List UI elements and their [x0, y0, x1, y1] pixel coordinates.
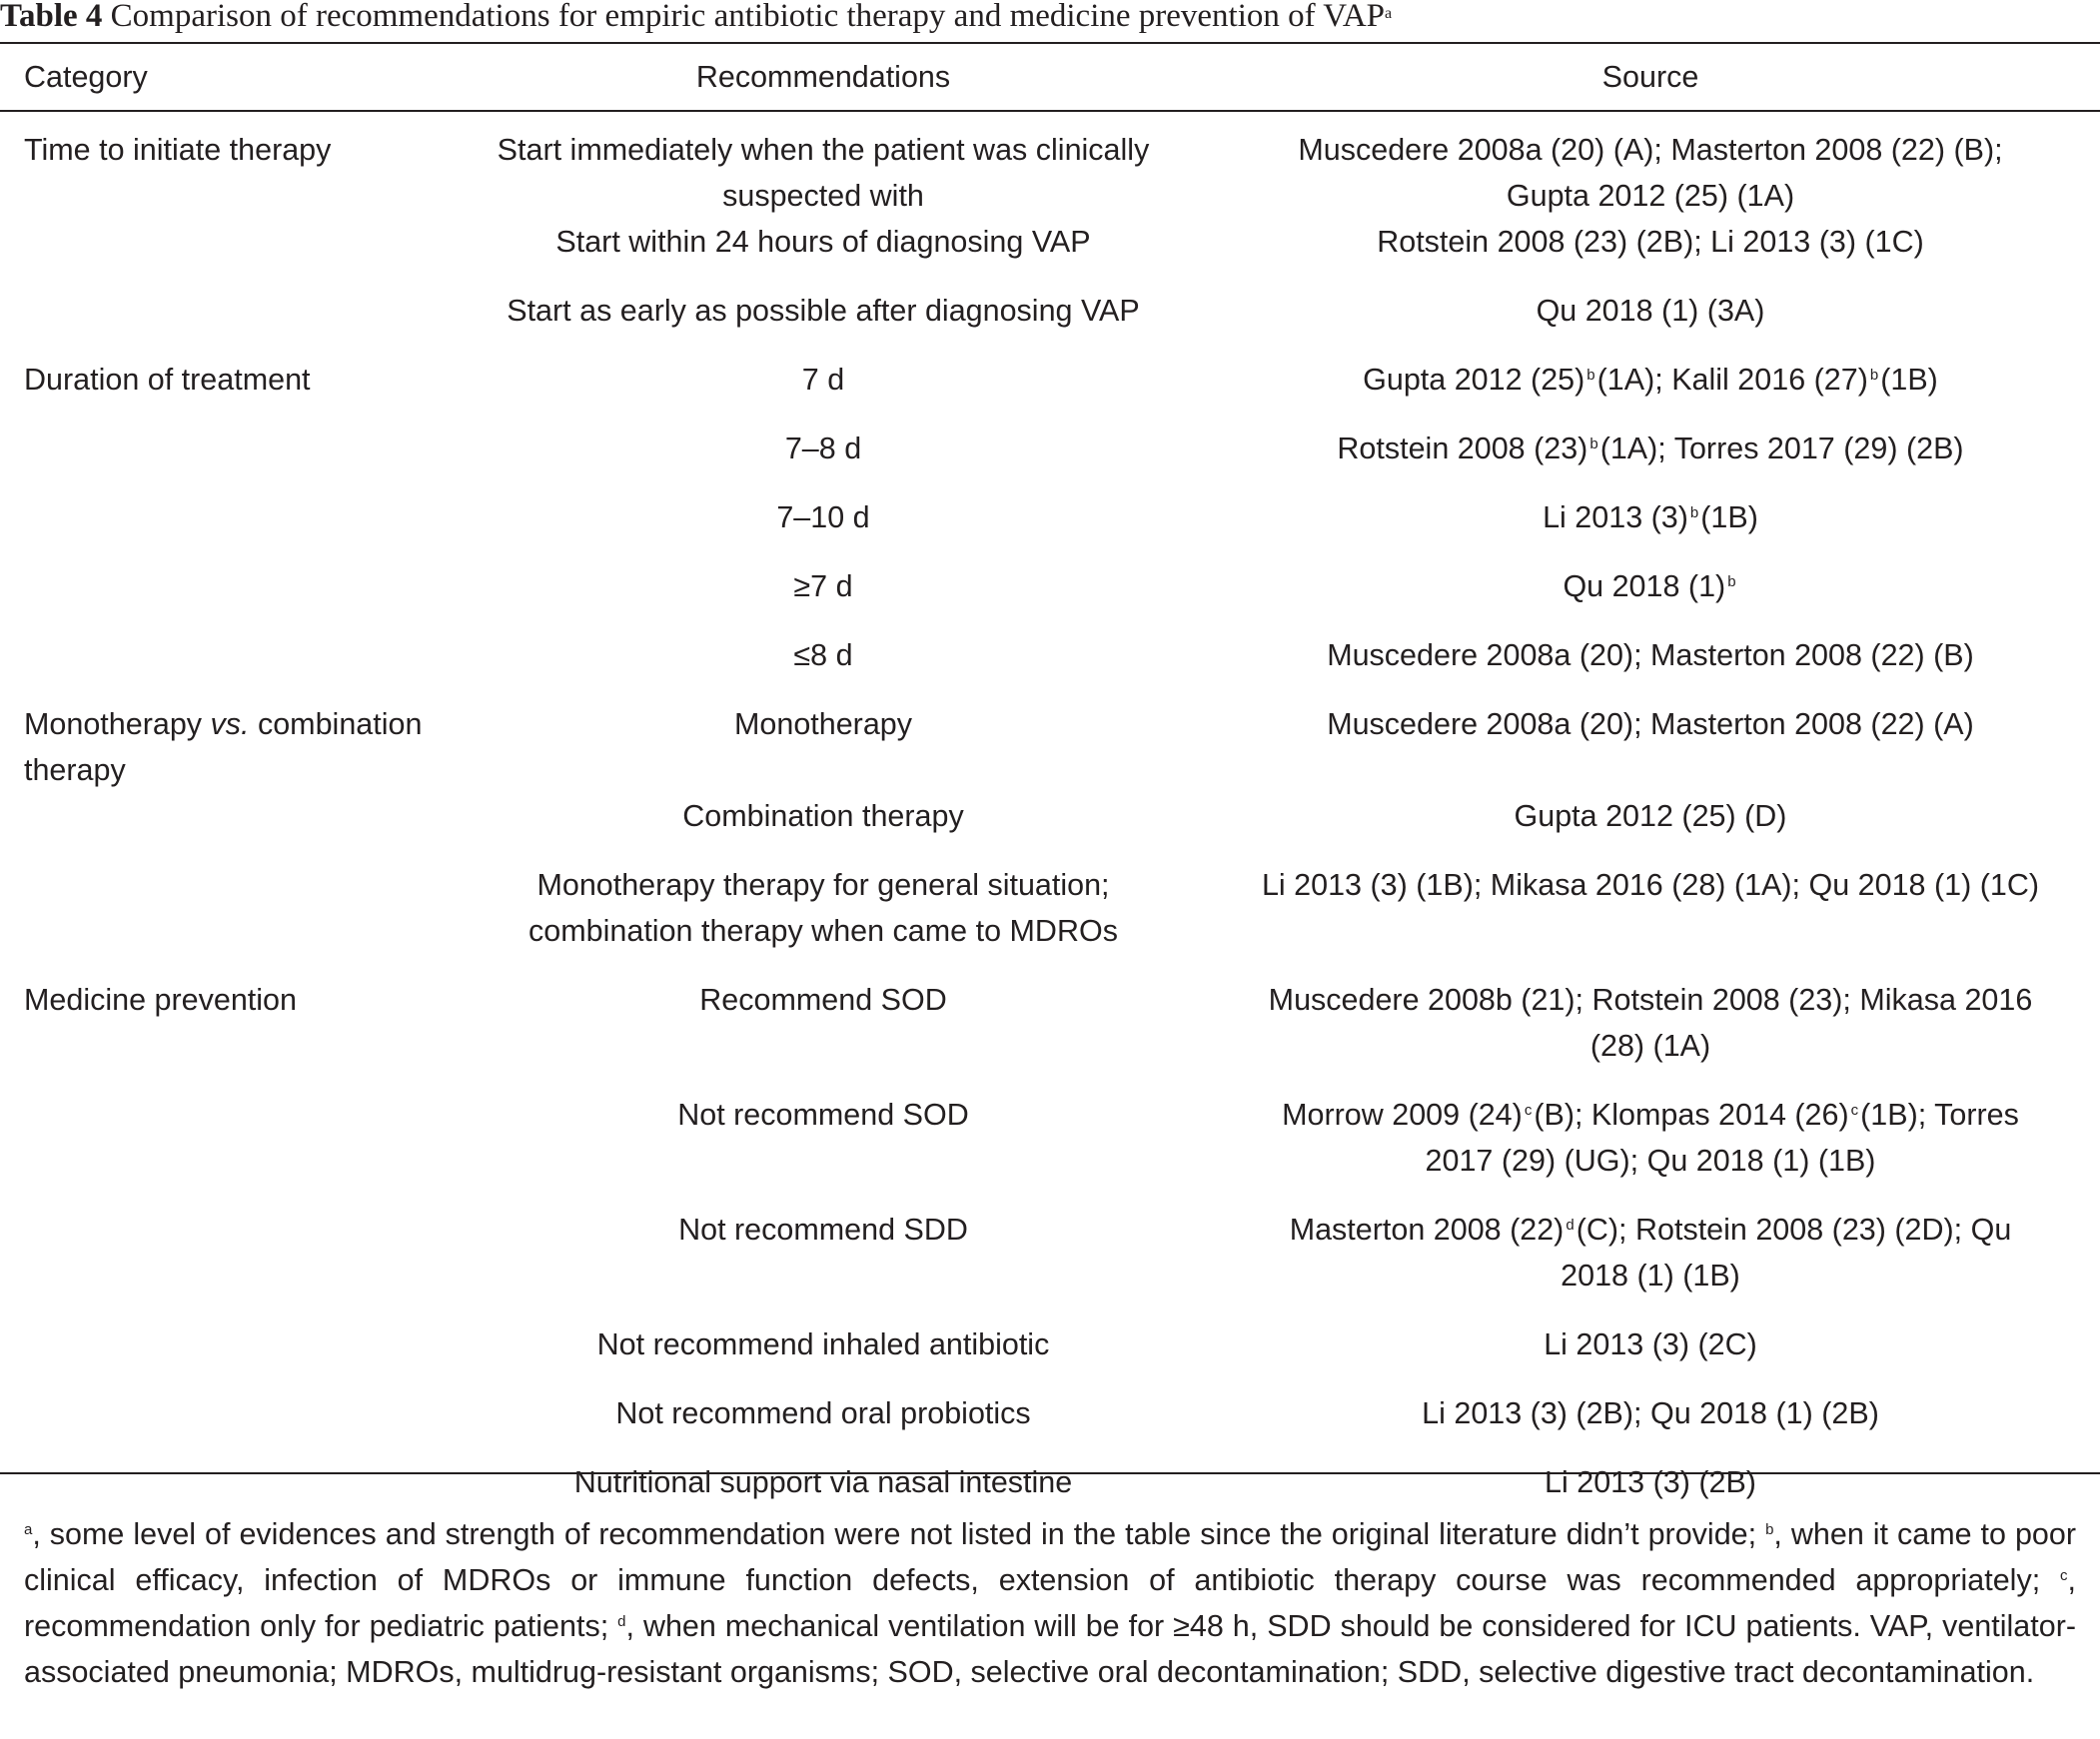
- source-text: (1B): [1880, 363, 1938, 397]
- category-cell: [0, 288, 434, 357]
- table-bottom-rule: [0, 1472, 2100, 1474]
- recommendation-cell: Recommend SOD: [699, 983, 947, 1017]
- source-text: (1A); Torres 2017 (29) (2B): [1599, 432, 1964, 465]
- source-cell: Muscedere 2008a (20); Masterton 2008 (22) (B): [1327, 638, 1974, 672]
- column-header-category: Category: [24, 60, 148, 94]
- recommendations-table: [0, 42, 2100, 1533]
- category-cell: [0, 862, 434, 977]
- footnote-d-text: , when mechanical ventilation will be for ≥48 h, SDD should be considered for ICU patients. VAP, ventilator-associated pneumonia; MDROs, multidrug-resistant organisms; SOD, selective oral decontamination; SDD, selective digestive tract decontamination.: [24, 1609, 2077, 1689]
- caption-footnote-marker: a: [1385, 5, 1393, 22]
- source-cell: [1213, 494, 2100, 563]
- footnote-marker: d: [1566, 1217, 1575, 1234]
- category-cell: [0, 563, 434, 632]
- table-row: [0, 701, 2100, 793]
- source-cell: Qu 2018 (1) (3A): [1536, 294, 1765, 328]
- source-text: (1A); Kalil 2016 (27): [1596, 363, 1868, 397]
- category-cell: Time to initiate therapy: [24, 133, 332, 167]
- category-cell: [0, 793, 434, 862]
- source-text: Rotstein 2008 (23): [1337, 432, 1588, 465]
- source-text: Gupta 2012 (25): [1363, 363, 1585, 397]
- source-text: Muscedere 2008a (20) (A); Masterton 2008 (22) (B);: [1298, 133, 2003, 167]
- source-text: Qu 2018 (1): [1563, 569, 1726, 603]
- category-cell: [0, 701, 434, 793]
- recommendation-cell: Combination therapy: [682, 799, 964, 833]
- table-row: [0, 1092, 2100, 1207]
- recommendation-cell: Not recommend SDD: [678, 1213, 968, 1247]
- footnote-b-text: , when it came to poor clinical efficacy, infection of MDROs or immune function defects, extension of antibiotic therapy course was recommended appropriately;: [24, 1517, 2076, 1597]
- source-cell: Li 2013 (3) (1B); Mikasa 2016 (28) (1A); Qu 2018 (1) (1C): [1261, 868, 2040, 902]
- footnote-marker: b: [1869, 367, 1879, 384]
- category-cell: [0, 632, 434, 701]
- source-cell: [1213, 357, 2100, 426]
- source-text: (28) (1A): [1589, 1029, 1711, 1063]
- category-cell: [0, 426, 434, 494]
- source-cell: Li 2013 (3) (2B); Qu 2018 (1) (2B): [1422, 1396, 1879, 1430]
- source-cell: [1213, 111, 2100, 219]
- source-text: Masterton 2008 (22): [1289, 1213, 1565, 1247]
- footnote-marker-c: c: [2060, 1567, 2068, 1584]
- recommendation-cell: 7 d: [801, 363, 845, 397]
- table-caption: [0, 0, 1392, 38]
- footnote-marker: b: [1589, 435, 1598, 452]
- table-row: [0, 288, 2100, 357]
- category-text-italic: vs.: [210, 707, 250, 741]
- recommendation-cell: ≤8 d: [793, 638, 853, 672]
- recommendation-cell: Not recommend SOD: [677, 1098, 969, 1132]
- table-row: [0, 632, 2100, 701]
- footnote-marker: c: [1524, 1102, 1533, 1119]
- category-cell: Medicine prevention: [24, 983, 297, 1017]
- source-cell: Li 2013 (3) (2C): [1544, 1327, 1757, 1361]
- recommendation-cell: Nutritional support via nasal intestine: [573, 1465, 1073, 1499]
- table-row: [0, 1207, 2100, 1321]
- source-text: Muscedere 2008b (21); Rotstein 2008 (23); Mikasa 2016: [1268, 983, 2033, 1017]
- footnote-marker: b: [1586, 367, 1595, 384]
- source-cell: [1213, 977, 2100, 1092]
- source-cell: Rotstein 2008 (23) (2B); Li 2013 (3) (1C): [1377, 225, 1924, 259]
- footnote-marker-a: a: [24, 1521, 33, 1538]
- footnote-marker: b: [1727, 573, 1736, 590]
- source-text: (B); Klompas 2014 (26): [1534, 1098, 1849, 1132]
- source-text: (C); Rotstein 2008 (23) (2D); Qu: [1575, 1213, 2012, 1247]
- recommendation-cell: Not recommend oral probiotics: [615, 1396, 1031, 1430]
- source-cell: Li 2013 (3) (2B): [1545, 1465, 1756, 1499]
- source-cell: [1213, 563, 2100, 632]
- category-cell: [0, 219, 434, 288]
- recommendation-cell: Not recommend inhaled antibiotic: [596, 1327, 1050, 1361]
- category-text: Monotherapy: [24, 707, 211, 741]
- table-row: [0, 426, 2100, 494]
- recommendation-text: combination therapy when came to MDROs: [528, 914, 1118, 948]
- source-text: 2018 (1) (1B): [1561, 1259, 1740, 1293]
- source-text: Li 2013 (3): [1543, 500, 1688, 534]
- recommendation-text: Monotherapy therapy for general situation;: [536, 868, 1110, 902]
- source-cell: [1213, 426, 2100, 494]
- recommendation-cell: ≥7 d: [793, 569, 853, 603]
- recommendation-cell: [434, 111, 1213, 219]
- recommendation-cell: Start as early as possible after diagnosing VAP: [507, 294, 1140, 328]
- footnote-a-text: , some level of evidences and strength of recommendation were not listed in the table since the original literature didn’t provide;: [32, 1517, 1766, 1551]
- table-title: Comparison of recommendations for empiric antibiotic therapy and medicine prevention of VAP: [110, 0, 1386, 34]
- source-text: (1B); Torres: [1860, 1098, 2019, 1132]
- recommendation-text: Start immediately when the patient was clinically suspected with: [497, 133, 1150, 213]
- source-cell: Muscedere 2008a (20); Masterton 2008 (22) (A): [1327, 707, 1974, 741]
- category-cell: [0, 1390, 434, 1459]
- source-cell: [1213, 1207, 2100, 1321]
- table-footnote: [24, 1511, 2076, 1695]
- recommendation-cell: 7–8 d: [784, 432, 862, 465]
- footnote-marker-d: d: [617, 1613, 626, 1630]
- category-text: combination therapy: [24, 707, 423, 787]
- category-cell: [0, 1207, 434, 1321]
- source-text: 2017 (29) (UG); Qu 2018 (1) (1B): [1425, 1144, 1876, 1178]
- table-header-row: [0, 43, 2100, 111]
- table-row: [0, 977, 2100, 1092]
- table-row: [0, 563, 2100, 632]
- category-cell: [0, 494, 434, 563]
- source-text: (1B): [1700, 500, 1758, 534]
- column-header-source: Source: [1601, 60, 1699, 94]
- table-row: [0, 357, 2100, 426]
- table-row: [0, 219, 2100, 288]
- source-cell: [1213, 1092, 2100, 1207]
- category-cell: [0, 1321, 434, 1390]
- category-cell: Duration of treatment: [24, 363, 311, 397]
- table-label: Table 4: [0, 0, 103, 34]
- recommendation-cell: Monotherapy: [733, 707, 913, 741]
- recommendation-cell: Start within 24 hours of diagnosing VAP: [555, 225, 1091, 259]
- table-row: [0, 862, 2100, 977]
- table-row: [0, 793, 2100, 862]
- table-row: [0, 494, 2100, 563]
- category-cell: [0, 1092, 434, 1207]
- table-row: [0, 1321, 2100, 1390]
- recommendation-cell: [434, 862, 1213, 977]
- column-header-recommendations: Recommendations: [695, 60, 951, 94]
- source-text: Gupta 2012 (25) (1A): [1506, 179, 1795, 213]
- footnote-c-text: , recommendation only for pediatric patients;: [24, 1563, 2076, 1643]
- footnote-marker: c: [1850, 1102, 1859, 1119]
- recommendation-cell: 7–10 d: [776, 500, 870, 534]
- table-row: [0, 111, 2100, 219]
- table-row: [0, 1390, 2100, 1459]
- footnote-marker: b: [1689, 504, 1699, 521]
- source-cell: Gupta 2012 (25) (D): [1514, 799, 1787, 833]
- source-text: Morrow 2009 (24): [1282, 1098, 1523, 1132]
- footnote-marker-b: b: [1765, 1521, 1774, 1538]
